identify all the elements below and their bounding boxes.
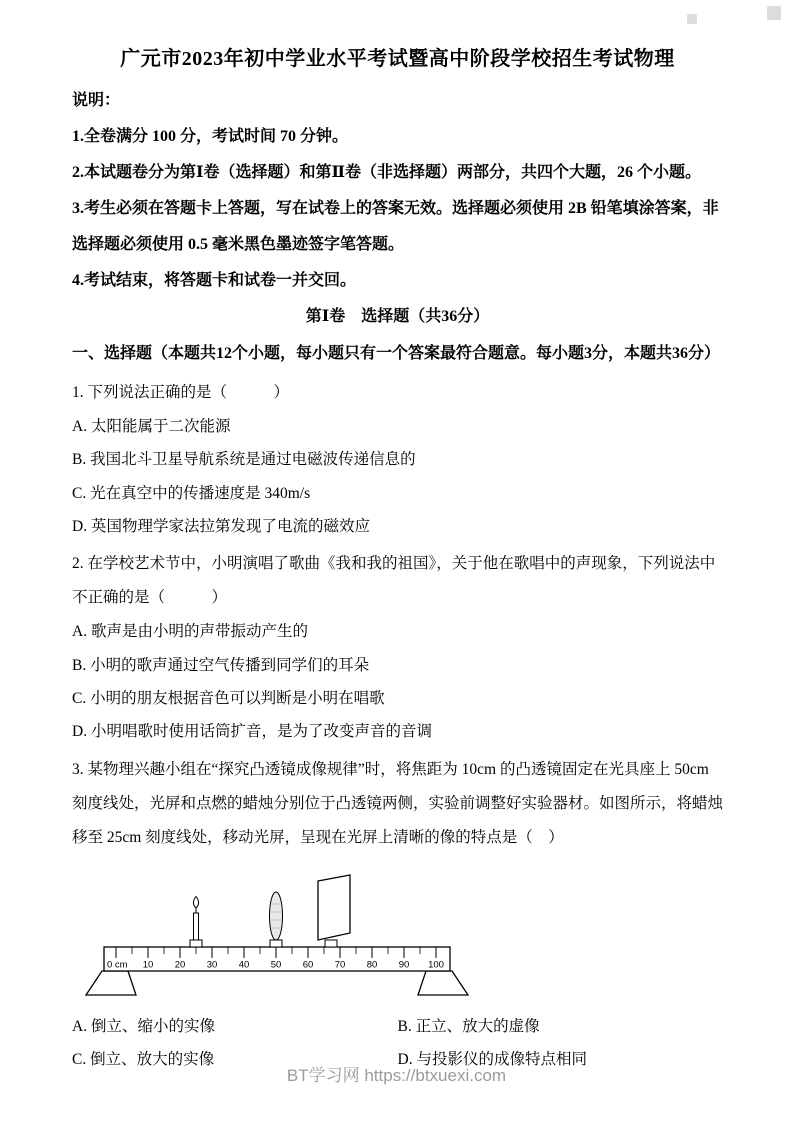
convex-lens [270, 892, 283, 947]
question-3-option-c: C. 倒立、放大的实像 [72, 1051, 215, 1069]
ruler-label: 20 [174, 959, 186, 971]
question-3-option-d: D. 与投影仪的成像特点相同 [397, 1051, 587, 1069]
question-1-option-c: C. 光在真空中的传播速度是 340m/s [72, 484, 311, 502]
question-1-option-b: B. 我国北斗卫星导航系统是通过电磁波传递信息的 [72, 451, 416, 469]
question-2-stem: 2. 在学校艺术节中，小明演唱了歌曲《我和我的祖国》，关于他在歌唱中的声现象，下列说法中不正确的是（ ） [72, 555, 716, 607]
page-title: 广元市2023年初中学业水平考试暨高中阶段学校招生考试物理 [120, 48, 675, 70]
question-2-option-b: B. 小明的歌声通过空气传播到同学们的耳朵 [72, 656, 370, 674]
notes-heading: 说明： [72, 92, 121, 109]
question-3 [72, 753, 723, 1077]
ruler [104, 947, 450, 971]
ruler-label: 30 [206, 959, 218, 971]
volume1-heading: 第Ⅰ卷 选择题（共36分） [305, 308, 490, 325]
candle [190, 896, 202, 947]
scan-watermark-icon [767, 6, 781, 20]
part1-heading: 一、选择题（本题共12个小题，每小题只有一个答案最符合题意。每小题3分，本题共36分） [72, 344, 721, 362]
ruler-label: 50 [270, 959, 282, 971]
optical-bench-svg [76, 861, 476, 1001]
note-item-3: 3.考生必须在答题卡上答题，写在试卷上的答案无效。选择题必须使用 2B 铅笔填涂答案，非选择题必须使用 0.5 毫米黑色墨迹签字笔答题。 [72, 200, 719, 253]
ruler-label: 80 [366, 959, 378, 971]
note-item-2: 2.本试题卷分为第Ⅰ卷（选择题）和第Ⅱ卷（非选择题）两部分，共四个大题，26 个小题。 [72, 164, 701, 181]
note-item-1: 1.全卷满分 100 分，考试时间 70 分钟。 [72, 128, 349, 145]
note-item-4: 4.考试结束，将答题卡和试卷一并交回。 [72, 272, 357, 289]
ruler-label: 70 [334, 959, 346, 971]
ruler-label: 100 [428, 959, 444, 971]
question-1-stem: 1. 下列说法正确的是（ ） [72, 383, 290, 401]
question-2-option-a: A. 歌声是由小明的声带振动产生的 [72, 623, 308, 641]
optical-bench-figure [76, 861, 723, 1006]
question-3-stem: 3. 某物理兴趣小组在“探究凸透镜成像规律”时，将焦距为 10cm 的凸透镜固定在光具座上 50cm 刻度线处，光屏和点燃的蜡烛分别位于凸透镜两侧，实验前调整好实验器材。如图所示，将蜡烛移至 25cm 刻度线处，移动光屏，呈现在光屏上清晰的像的特点是（ ） [72, 760, 724, 846]
light-screen [318, 875, 350, 947]
ruler-label: 60 [302, 959, 314, 971]
question-2-option-c: C. 小明的朋友根据音色可以判断是小明在唱歌 [72, 689, 385, 707]
question-1-option-a: A. 太阳能属于二次能源 [72, 417, 231, 435]
ruler-label: 40 [238, 959, 250, 971]
question-3-option-b: B. 正立、放大的虚像 [397, 1017, 540, 1035]
ruler-label: 0 cm [107, 959, 128, 971]
question-2-option-d: D. 小明唱歌时使用话筒扩音，是为了改变声音的音调 [72, 723, 432, 741]
scan-watermark-icon [687, 14, 697, 24]
question-3-option-a: A. 倒立、缩小的实像 [72, 1017, 215, 1035]
footer-watermark: BT学习网 https://btxuexi.com [286, 1066, 507, 1085]
ruler-label: 90 [398, 959, 410, 971]
bench-feet [86, 971, 468, 995]
question-2 [72, 547, 723, 748]
question-1-option-d: D. 英国物理学家法拉第发现了电流的磁效应 [72, 517, 370, 535]
question-1 [72, 376, 723, 543]
ruler-label: 10 [142, 959, 154, 971]
